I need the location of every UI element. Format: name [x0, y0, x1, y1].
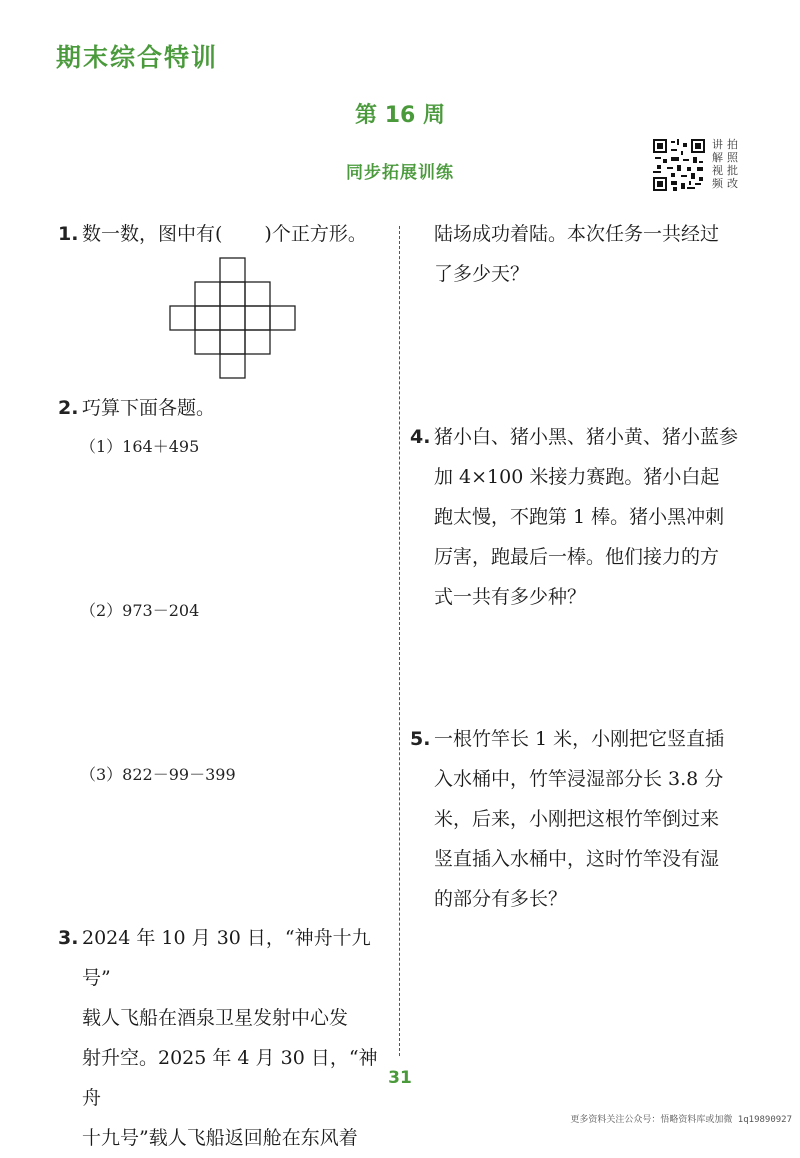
qr-label-correct: 拍照批改 [727, 138, 738, 190]
grid-cell [195, 306, 220, 330]
q2-item-1: （1）164＋495 [80, 437, 200, 456]
grid-cell [195, 282, 220, 306]
q3-text [82, 918, 392, 1158]
q1-number: 1. [58, 223, 79, 245]
grid-cell [195, 330, 220, 354]
q4-line: 猪小白、猪小黑、猪小黄、猪小蓝参 [434, 426, 739, 448]
grid-cell [270, 306, 295, 330]
q3-line: 载人飞船在酒泉卫星发射中心发 [82, 1007, 349, 1029]
grid-cell [220, 306, 245, 330]
square-grid-figure [168, 256, 298, 380]
q3-line: 十九号”载人飞船返回舱在东风着 [82, 1127, 358, 1149]
q5-line: 入水桶中，竹竿浸湿部分长 3.8 分 [434, 768, 724, 790]
q1-text-a: 数一数，图中有( [82, 223, 223, 245]
week-title: 第 16 周 [355, 103, 445, 128]
q3-cont-line: 了多少天？ [434, 263, 530, 285]
q2-item-3: （3）822－99－399 [80, 765, 236, 784]
grid-cell [170, 306, 195, 330]
q5-text [434, 719, 774, 919]
grid-cell [220, 282, 245, 306]
q5-number: 5. [410, 728, 431, 750]
q1-text [82, 214, 367, 254]
q4-line: 式一共有多少种？ [434, 586, 587, 608]
q2-text: 巧算下面各题。 [82, 397, 216, 419]
q4-line: 厉害，跑最后一棒。他们接力的方 [434, 546, 720, 568]
q4-line: 加 4×100 米接力赛跑。猪小白起 [434, 466, 720, 488]
q4-number: 4. [410, 426, 431, 448]
q4-text [434, 417, 774, 617]
q3-line: 2024 年 10 月 30 日，“神舟十九号” [82, 927, 371, 989]
qr-label-video: 讲解视频 [712, 138, 723, 190]
grid-cell [245, 306, 270, 330]
q3-number: 3. [58, 927, 79, 949]
grid-cell [220, 330, 245, 354]
grid-cell [220, 258, 245, 282]
q3-line: 射升空。2025 年 4 月 30 日，“神舟 [82, 1047, 378, 1109]
grid-cell [220, 354, 245, 378]
grid-cell [245, 282, 270, 306]
q4-line: 跑太慢，不跑第 1 棒。猪小黑冲刺 [434, 506, 725, 528]
q2-number: 2. [58, 397, 79, 419]
page-number: 31 [388, 1068, 412, 1088]
q5-line: 一根竹竿长 1 米，小刚把它竖直插 [434, 728, 725, 750]
qr-code-icon[interactable] [653, 139, 705, 191]
subtitle: 同步拓展训练 [346, 163, 454, 183]
section-title: 期末综合特训 [56, 43, 219, 72]
column-divider [399, 226, 400, 1056]
footer-watermark: 更多资料关注公众号：悟略资料库或加微 1q19890927 [570, 1115, 792, 1125]
q1-text-b: )个正方形。 [264, 223, 367, 245]
q2-item-2: （2）973－204 [80, 601, 200, 620]
q5-line: 竖直插入水桶中，这时竹竿没有湿 [434, 848, 720, 870]
q3-continuation [434, 214, 764, 294]
q3-cont-line: 陆场成功着陆。本次任务一共经过 [434, 223, 720, 245]
grid-cell [245, 330, 270, 354]
q5-line: 的部分有多长？ [434, 888, 568, 910]
q5-line: 米，后来，小刚把这根竹竿倒过来 [434, 808, 720, 830]
